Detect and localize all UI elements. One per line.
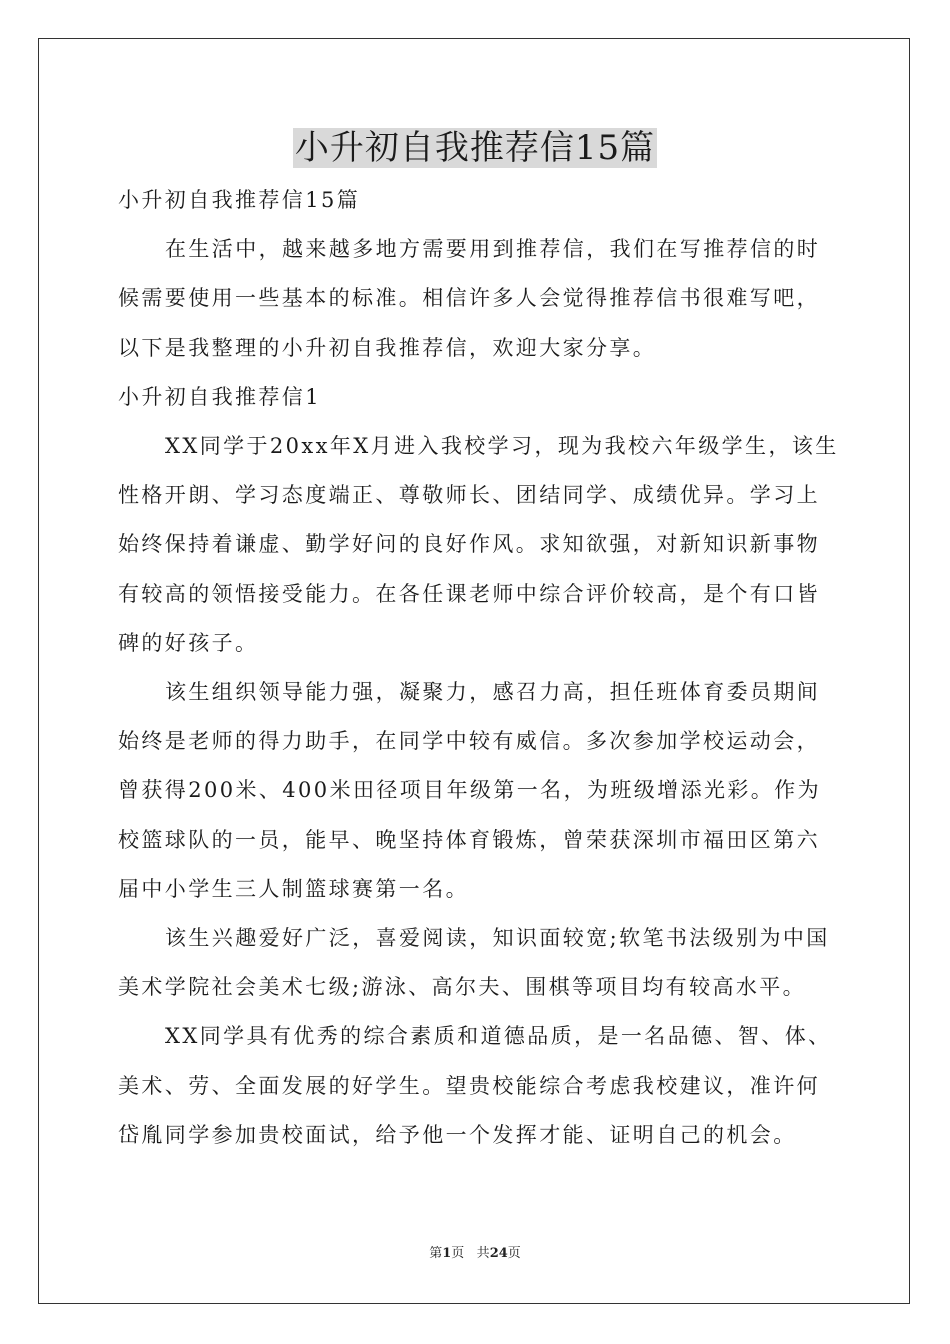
section-heading: 小升初自我推荐信1 [118, 384, 321, 409]
footer-prefix: 第 [429, 1246, 443, 1261]
footer-total-prefix: 共 [476, 1246, 490, 1261]
paragraph: 该生兴趣爱好广泛，喜爱阅读，知识面较宽;软笔书法级别为中国美术学院社会美术七级;游泳、高尔夫、围棋等项目均有较高水平。 [118, 926, 830, 1000]
footer-page-suffix: 页 [451, 1246, 465, 1261]
document-body [118, 176, 840, 1160]
footer-total-suffix: 页 [507, 1246, 521, 1261]
paragraph: 该生组织领导能力强，凝聚力，感召力高，担任班体育委员期间始终是老师的得力助手，在同学中较有威信。多次参加学校运动会，曾获得200米、400米田径项目年级第一名，为班级增添光彩。作为校篮球队的一员，能早、晚坚持体育锻炼，曾荣获深圳市福田区第六届中小学生三人制篮球赛第一名。 [118, 680, 821, 901]
paragraph: XX同学于20xx年X月进入我校学习，现为我校六年级学生，该生性格开朗、学习态度端正、尊敬师长、团结同学、成绩优异。学习上始终保持着谦虚、勤学好问的良好作风。求知欲强，对新知识新事物有较高的领悟接受能力。在各任课老师中综合评价较高，是个有口皆碑的好孩子。 [118, 434, 839, 655]
paragraph-intro: 在生活中，越来越多地方需要用到推荐信，我们在写推荐信的时候需要使用一些基本的标准。相信许多人会觉得推荐信书很难写吧，以下是我整理的小升初自我推荐信，欢迎大家分享。 [118, 237, 821, 360]
document-title-text: 小升初自我推荐信15篇 [294, 128, 656, 168]
document-title [0, 124, 950, 172]
paragraph: XX同学具有优秀的综合素质和道德品质，是一名品德、智、体、美术、劳、全面发展的好学生。望贵校能综合考虑我校建议，准许何岱胤同学参加贵校面试，给予他一个发挥才能、证明自己的机会。 [118, 1024, 832, 1147]
footer-page-number: 1 [442, 1246, 452, 1261]
page-footer [0, 1244, 950, 1264]
footer-total-pages: 24 [489, 1246, 508, 1261]
paragraph-subtitle: 小升初自我推荐信15篇 [118, 188, 361, 212]
